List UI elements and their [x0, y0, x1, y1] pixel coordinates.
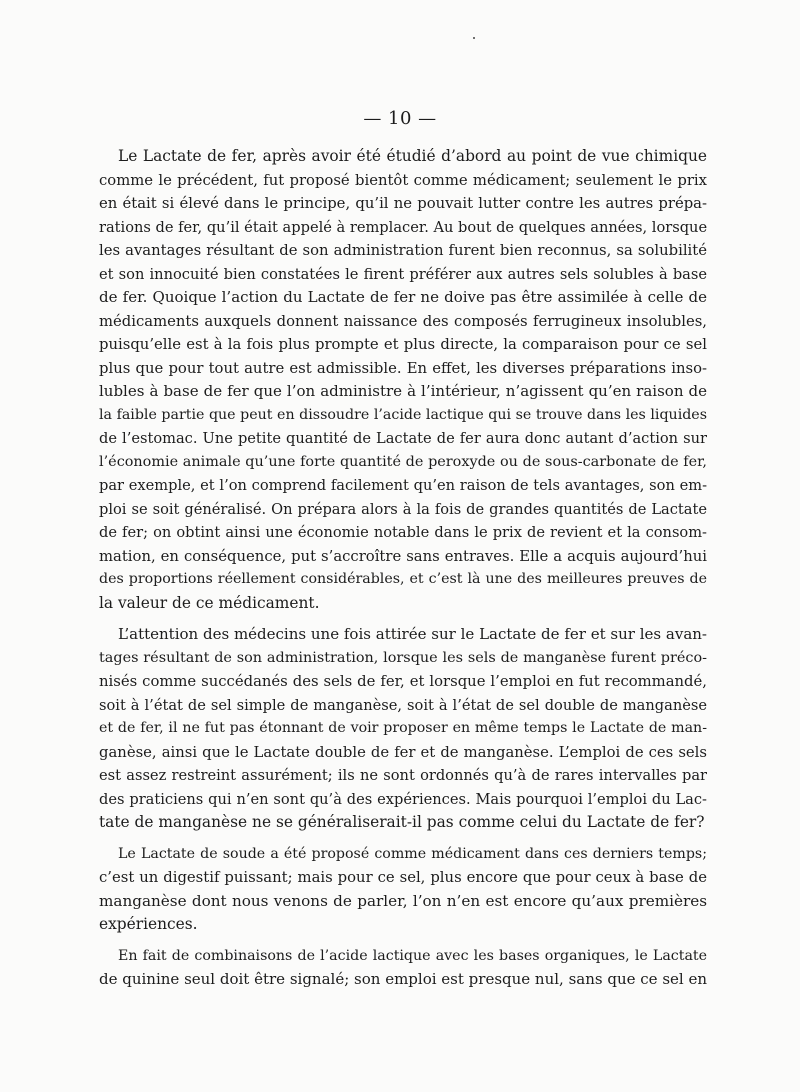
text-line: soit à l’état de sel simple de manganèse, soit à l’état de sel double de manganèse [99, 696, 707, 714]
text-line: rations de fer, qu’il était appelé à remplacer. Au bout de quelques années, lorsque [99, 218, 708, 236]
paragraph-bases-organiques [99, 945, 707, 992]
paragraph-lactate-de-manganese [99, 623, 707, 835]
text-line: tate de manganèse ne se généraliserait-il pas comme celui du Lactate de fer? [99, 813, 705, 831]
text-line: plus que pour tout autre est admissible. En effet, les diverses préparations inso- [99, 359, 707, 377]
paragraph-lactate-de-soude [99, 843, 707, 937]
text-line: les avantages résultant de son administration furent bien reconnus, sa solubilité [99, 242, 707, 259]
text-line: c’est un digestif puissant; mais pour ce sel, plus encore que pour ceux à base de [99, 869, 707, 886]
text-line: de fer. Quoique l’action du Lactate de fer ne doive pas être assimilée à celle de [99, 288, 707, 306]
text-line: est assez restreint assurément; ils ne sont ordonnés qu’à de rares intervalles par [99, 767, 707, 784]
text-line: de quinine seul doit être signalé; son emploi est presque nul, sans que ce sel en [99, 970, 707, 988]
text-line: des praticiens qui n’en sont qu’à des expériences. Mais pourquoi l’emploi du Lac- [99, 790, 707, 808]
text-line: Le Lactate de fer, après avoir été étudié d’abord au point de vue chimique [118, 147, 707, 165]
text-line: nisés comme succédanés des sels de fer, et lorsque l’emploi en fut recommandé, [99, 673, 707, 690]
text-line: En fait de combinaisons de l’acide lactique avec les bases organiques, le Lactate [118, 947, 707, 964]
text-line: ploi se soit généralisé. On prépara alors à la fois de grandes quantités de Lactate [99, 500, 707, 518]
text-line: des proportions réellement considérables, et c’est là une des meilleures preuves de [99, 571, 707, 587]
text-line: par exemple, et l’on comprend facilement qu’en raison de tels avantages, son em- [99, 477, 707, 494]
ink-speck [473, 37, 475, 39]
text-line: la faible partie que peut en dissoudre l’acide lactique qui se trouve dans les liquides [99, 406, 707, 423]
text-line: puisqu’elle est à la fois plus prompte et plus directe, la comparaison pour ce sel [99, 336, 707, 353]
text-line: expériences. [99, 915, 198, 933]
text-line: et son innocuité bien constatées le firent préférer aux autres sels solubles à base [99, 265, 707, 283]
page-number: — 10 — [363, 108, 437, 129]
text-line: et de fer, il ne fut pas étonnant de voir proposer en même temps le Lactate de man- [99, 720, 707, 736]
text-line: Le Lactate de soude a été proposé comme médicament dans ces derniers temps; [118, 845, 707, 862]
text-line: en était si élevé dans le principe, qu’il ne pouvait lutter contre les autres prépa- [99, 195, 707, 212]
text-line: ganèse, ainsi que le Lactate double de fer et de manganèse. L’emploi de ces sels [99, 743, 707, 761]
text-line: comme le précédent, fut proposé bientôt comme médicament; seulement le prix [99, 171, 707, 189]
text-line: la valeur de ce médicament. [99, 593, 320, 612]
text-line: manganèse dont nous venons de parler, l’on n’en est encore qu’aux premières [99, 891, 707, 910]
body-text [99, 145, 707, 992]
text-line: l’économie animale qu’une forte quantité de peroxyde ou de sous-carbonate de fer, [99, 453, 707, 470]
paragraph-lactate-de-fer [99, 145, 707, 615]
text-line: médicaments auxquels donnent naissance des composés ferrugineux insolubles, [99, 312, 707, 330]
text-line: mation, en conséquence, put s’accroître sans entraves. Elle a acquis aujourd’hui [99, 547, 707, 565]
text-line: tages résultant de son administration, lorsque les sels de manganèse furent préco- [99, 649, 707, 666]
text-line: de l’estomac. Une petite quantité de Lactate de fer aura donc autant d’action sur [99, 430, 707, 447]
text-line: lubles à base de fer que l’on administre à l’intérieur, n’agissent qu’en raison de [99, 382, 707, 400]
text-line: L’attention des médecins une fois attirée sur le Lactate de fer et sur les avan- [118, 625, 707, 643]
text-line: de fer; on obtint ainsi une économie notable dans le prix de revient et la consom- [99, 524, 707, 541]
